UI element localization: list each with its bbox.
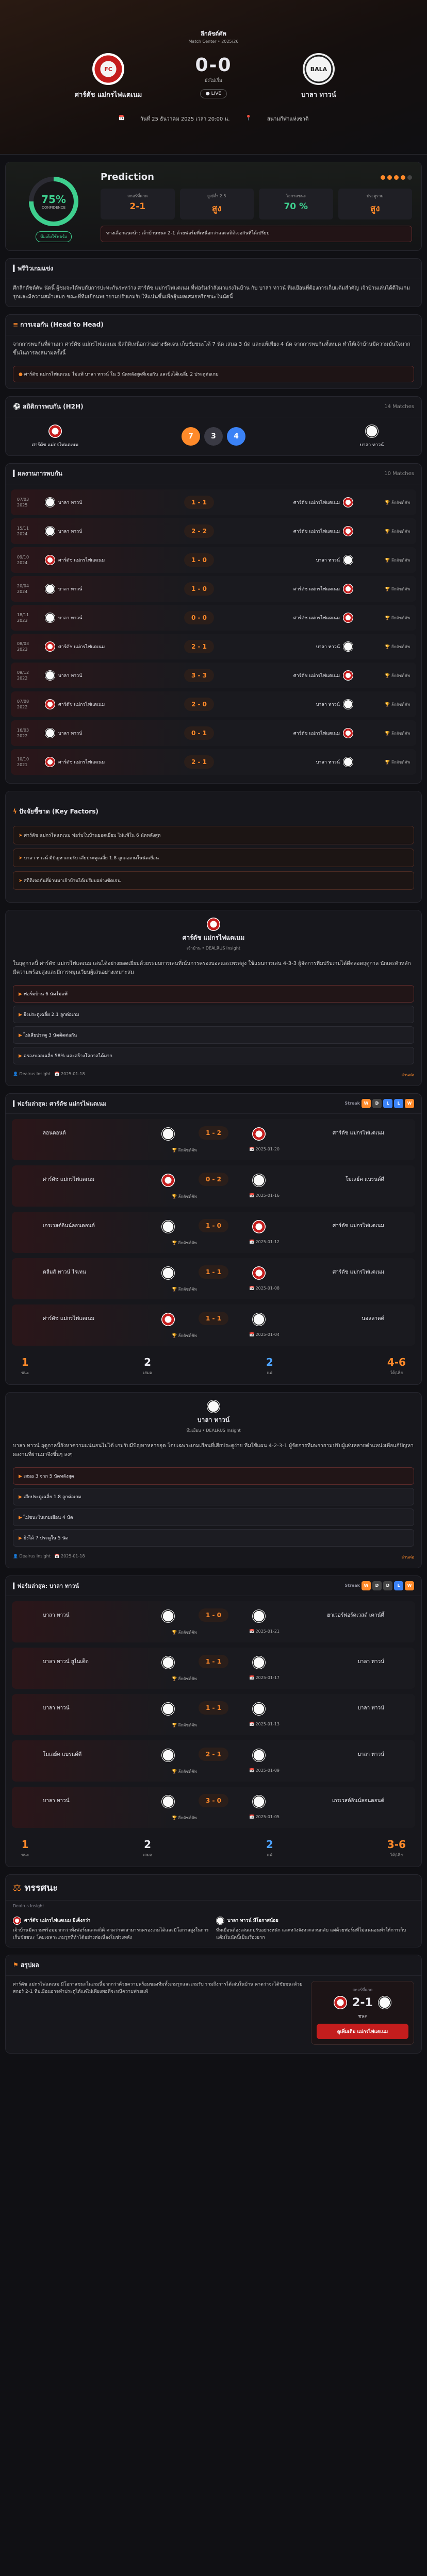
prediction-cell-value: สูง (211, 204, 222, 214)
prediction-cells (101, 189, 412, 219)
form-date: 📅 2025-01-04 (249, 1332, 280, 1337)
final-score: 2-1 (352, 1996, 373, 2009)
form-row[interactable] (12, 1787, 415, 1828)
final-card (5, 1955, 422, 2054)
table-row[interactable] (11, 749, 416, 775)
team-crest-icon (161, 1266, 175, 1280)
team-crest-icon (161, 1656, 175, 1669)
form-score: 1 - 0 (199, 1608, 228, 1622)
form-left-team: บาลา ทาวน์ ยูไนเต็ด (43, 1659, 89, 1665)
away-team: บาลา ทาวน์ (281, 757, 353, 767)
form-row[interactable] (12, 1212, 415, 1253)
team-crest-icon (161, 1702, 175, 1716)
away-team: ศาร์ดัช แม่กรไฟแตเนม (281, 728, 353, 738)
form-summary-item: 2 เสมอ (143, 1838, 152, 1857)
key-factor-item: ➤ สถิติเจอกันที่ผ่านมาเจ้าบ้านได้เปรียบอย่างชัดเจน (13, 871, 414, 890)
table-row[interactable] (11, 663, 416, 688)
table-row[interactable] (11, 691, 416, 717)
match-hero (0, 0, 427, 155)
team-crest-icon (343, 526, 353, 536)
team-crest-icon (45, 699, 55, 709)
prediction-cell-value: 2-1 (129, 201, 146, 212)
recent-card (5, 463, 422, 784)
prediction-card (5, 162, 422, 251)
verdict-title: ⚖ ทรรศนะ (13, 1883, 58, 1893)
confidence-value: 75% (41, 193, 66, 206)
preview-body: ศึกลีกดัชต์คัพ นัดนี้ ผู้ชมจะได้พบกับการปะทะกันระหว่าง ศาร์ดัช แม่กรไฟแตเนม ที่ฟอร์มกำลังมาแรงในบ้าน กับ บาลา ทาวน์ ทีมเยือนที่ต้องการเก็บแต้มสำคัญ เจ้าบ้านเล่นได้ดีในเกมรุกและมีความสม่ำเสมอ ขณะที่ทีมเยือนพยายามปรับเกมรับให้แน่นขึ้นเพื่อลุ้นผลเสมอหรือชนะในนัดนี้ (13, 285, 410, 300)
live-button[interactable]: ● LIVE (200, 89, 227, 98)
match-status: ยังไม่เริ่ม (205, 78, 222, 83)
team-crest-icon (161, 1749, 175, 1762)
home-team: ศาร์ดัช แม่กรไฟแตเนม (45, 641, 117, 652)
home-team: บาลา ทาวน์ (45, 670, 117, 681)
confidence-label: CONFIDENCE (41, 206, 66, 210)
verdict-home: ศาร์ดัช แม่กรไฟแตเนม มีเต็งกว่า เจ้าบ้านมีความพร้อมมากกว่าทั้งฟอร์มและสถิติ คาดว่าจะสามารถครองเกมได้และมีโอกาสสูงในการเก็บชัยชนะ โดยเฉพาะเกมรุกที่ทำได้อย่างต่อเนื่องในช่วงหลัง (13, 1917, 211, 1942)
league-label: 🏆 ลีกดัชต์คัพ (385, 731, 410, 736)
profile-item: ▶ ไม่เสียประตู 3 นัดติดต่อกัน (13, 1026, 414, 1044)
form-row[interactable] (12, 1740, 415, 1782)
home-profile-author: 👤 Dealrus Insight 📅 2025-01-18 (13, 1072, 85, 1076)
team-crest-icon (45, 613, 55, 623)
table-row[interactable] (11, 518, 416, 544)
home-profile-name: ศาร์ดัช แม่กรไฟแตเนม (182, 934, 245, 941)
form-summary-item: 2 แพ้ (266, 1838, 273, 1857)
match-score: 2 - 2 (117, 524, 281, 538)
form-right-team: บาลา ทาวน์ (357, 1752, 384, 1757)
team-crest-icon (252, 1795, 266, 1808)
table-row[interactable] (11, 489, 416, 515)
home-team: ศาร์ดัช แม่กรไฟแตเนม (45, 757, 117, 767)
prediction-cell-label: สกอร์ที่คาด (127, 194, 148, 198)
match-info (0, 115, 427, 123)
form-league: 🏆 ลีกดัชต์คัพ (172, 1287, 197, 1292)
team-crest-icon (45, 670, 55, 681)
match-venue: สนามกีฬาแห่งชาติ (267, 116, 309, 122)
prediction-cell (259, 189, 333, 219)
home-profile-more-link[interactable]: อ่านต่อ (401, 1073, 414, 1077)
away-form-title: ▍ฟอร์มล่าสุด: บาลา ทาวน์ (13, 1583, 79, 1589)
form-score: 1 - 1 (199, 1265, 228, 1279)
home-profile-tags: เจ้าบ้าน • DEALRUS Insight (186, 946, 241, 951)
form-right-team: ศาร์ดัช แม่กรไฟแตเนม (332, 1223, 384, 1229)
h2h-card (5, 396, 422, 456)
streak-badge: L (394, 1099, 403, 1108)
calendar-icon: 📅 (118, 115, 125, 121)
form-score: 2 - 1 (199, 1748, 228, 1761)
match-score: 3 - 3 (117, 669, 281, 682)
prediction-note: ทางเลือกแนะนำ: เจ้าบ้านชนะ 2-1 ด้วยฟอร์มที่เหนือกว่าและสถิติเจอกันที่ได้เปรียบ (101, 226, 412, 242)
table-row[interactable] (11, 720, 416, 746)
confidence-box (15, 172, 92, 242)
match-date: 08/03 2023 (17, 641, 29, 652)
home-team: บาลา ทาวน์ (45, 497, 117, 507)
form-left-team: บาลา ทาวน์ (43, 1798, 70, 1804)
form-date: 📅 2025-01-21 (249, 1629, 280, 1634)
match-score: 0 - 1 (117, 726, 281, 740)
league-label: 🏆 ลีกดัชต์คัพ (385, 673, 410, 678)
home-crest-icon: FC (92, 53, 124, 85)
league-label: 🏆 ลีกดัชต์คัพ (385, 500, 410, 505)
home-team: ศาร์ดัช แม่กรไฟแตเนม (45, 699, 117, 709)
table-row[interactable] (11, 605, 416, 631)
away-crest-icon (378, 1996, 391, 2009)
match-date: 09/12 2022 (17, 670, 29, 681)
league-label: 🏆 ลีกดัชต์คัพ (385, 557, 410, 563)
h2h-wins: 7 (182, 427, 200, 446)
away-team[interactable] (272, 53, 365, 100)
prediction-title: Prediction (101, 172, 154, 182)
confidence-ring (29, 177, 78, 226)
team-crest-icon (45, 757, 55, 767)
form-right-team: โมเลย์ค แบรนด์ดี (345, 1177, 384, 1182)
match-date: 18/11 2023 (17, 612, 29, 623)
final-box-label: สกอร์ที่คาด (352, 1987, 373, 1992)
key-factor-item: ➤ บาลา ทาวน์ มีปัญหาเกมรับ เสียประตูเฉลี่ย 1.8 ลูกต่อเกมในนัดเยือน (13, 849, 414, 867)
team-crest-icon (161, 1609, 175, 1623)
match-score: 1 - 0 (117, 582, 281, 596)
table-row[interactable] (11, 634, 416, 659)
arrow-icon: ➤ (19, 878, 23, 884)
match-score: 1 - 0 (117, 553, 281, 567)
h2h-away: บาลา ทาวน์ (336, 425, 408, 448)
team-crest-icon (252, 1174, 266, 1187)
form-row[interactable] (12, 1694, 415, 1735)
team-crest-icon (343, 613, 353, 623)
form-row[interactable] (12, 1648, 415, 1689)
h2h-losses: 4 (227, 427, 245, 446)
recent-title: ▍ผลงานการพบกัน (13, 470, 62, 477)
key-factor-item: ➤ ศาร์ดัช แม่กรไฟแตเนม ฟอร์มในบ้านยอดเยี่ยม ไม่แพ้ใน 6 นัดหลังสุด (13, 826, 414, 844)
final-pick: ชนะ (358, 2013, 367, 2019)
form-right-team: นอลลาดต์ (362, 1316, 384, 1321)
form-left-team: โมเลย์ค แบรนด์ดี (43, 1752, 82, 1757)
form-league: 🏆 ลีกดัชต์คัพ (172, 1816, 197, 1820)
pin-icon: 📍 (245, 115, 252, 121)
form-score: 1 - 1 (199, 1312, 228, 1325)
away-team: บาลา ทาวน์ (281, 555, 353, 565)
form-date: 📅 2025-01-13 (249, 1722, 280, 1726)
league-label: 🏆 ลีกดัชต์คัพ (385, 644, 410, 649)
away-team: ศาร์ดัช แม่กรไฟแตเนม (281, 613, 353, 623)
final-box (311, 1981, 414, 2045)
team-crest-icon (161, 1313, 175, 1326)
form-right-team: เกรเวสต์อินน์ลอนดอนต์ (332, 1798, 384, 1804)
home-form-title: ▍ฟอร์มล่าสุด: ศาร์ดัช แม่กรไฟแตเนม (13, 1100, 107, 1107)
h2h-badges (182, 427, 245, 446)
h2h-meta: 14 Matches (384, 404, 414, 410)
away-team: ศาร์ดัช แม่กรไฟแตเนม (281, 497, 353, 507)
streak-badge: D (383, 1581, 392, 1590)
h2h-text-title: ≡ การเจอกัน (Head to Head) (13, 321, 104, 328)
away-team: ศาร์ดัช แม่กรไฟแตเนม (281, 584, 353, 594)
team-crest-icon (252, 1313, 266, 1326)
match-score: 0-0 (195, 55, 232, 76)
verdict-away: บาลา ทาวน์ มีโอกาสน้อย ทีมเยือนต้องเล่นเกมรับอย่างหนัก และหวังจังหวะสวนกลับ แต่ด้วยฟอร์มที่ไม่แน่นอนทำให้การเก็บแต้มในนัดนี้เป็นเรื่องยาก (216, 1917, 414, 1942)
preview-card (5, 258, 422, 307)
form-date: 📅 2025-01-16 (249, 1193, 280, 1198)
league-label: 🏆 ลีกดัชต์คัพ (385, 615, 410, 620)
team-crest-icon (343, 555, 353, 565)
form-row[interactable] (12, 1165, 415, 1207)
match-score: 2 - 1 (117, 640, 281, 653)
home-team-name: ศาร์ดัช แม่กรไฟแตเนม (74, 91, 142, 99)
streak-badge: W (362, 1099, 371, 1108)
form-league: 🏆 ลีกดัชต์คัพ (172, 1194, 197, 1199)
profile-item: ▶ เสมอ 3 จาก 5 นัดหลังสุด (13, 1467, 414, 1485)
team-crest-icon (161, 1795, 175, 1808)
league-label: 🏆 ลีกดัชต์คัพ (385, 586, 410, 591)
match-score: 1 - 1 (117, 496, 281, 509)
away-crest-icon: BALA (303, 53, 335, 85)
team-crest-icon (45, 555, 55, 565)
form-summary-item: 2 แพ้ (266, 1356, 273, 1375)
team-crest-icon (343, 497, 353, 507)
home-crest-icon (207, 918, 220, 931)
form-left-team: ลอนดอนต์ (43, 1130, 66, 1136)
h2h-key-point: ● ศาร์ดัช แม่กรไฟแตเนม ไม่แพ้ บาลา ทาวน์ ใน 5 นัดหลังสุดที่เจอกัน และยิงได้เฉลี่ย 2 ประตูต่อเกม (13, 366, 414, 382)
team-crest-icon (343, 699, 353, 709)
arrow-icon: ➤ (19, 833, 23, 838)
home-team: บาลา ทาวน์ (45, 728, 117, 738)
form-date: 📅 2025-01-08 (249, 1286, 280, 1291)
league-subtitle: Match Center • 2025/26 (188, 39, 239, 44)
table-row[interactable] (11, 576, 416, 602)
away-team-name: บาลา ทาวน์ (301, 91, 336, 99)
form-date: 📅 2025-01-12 (249, 1240, 280, 1244)
profile-item: ▶ เสียประตูเฉลี่ย 1.8 ลูกต่อเกม (13, 1488, 414, 1505)
form-row[interactable] (12, 1119, 415, 1160)
league-label: 🏆 ลีกดัชต์คัพ (385, 702, 410, 707)
streak-badge: W (405, 1581, 414, 1590)
away-form-card (5, 1575, 422, 1867)
form-league: 🏆 ลีกดัชต์คัพ (172, 1333, 197, 1338)
form-right-team: ศาร์ดัช แม่กรไฟแตเนม (332, 1269, 384, 1275)
streak-badge: D (372, 1099, 382, 1108)
home-form-card (5, 1093, 422, 1385)
arrow-icon: ➤ (19, 856, 23, 861)
form-right-team: ฮาเวอร์ฟอร์ดเวสต์ เคาน์ตี้ (327, 1613, 384, 1618)
away-crest-icon (207, 1400, 220, 1413)
profile-item: ▶ ครองบอลเฉลี่ย 58% และสร้างโอกาสได้มาก (13, 1047, 414, 1064)
form-left-team: ศาร์ดัช แม่กรไฟแตเนม (43, 1316, 95, 1321)
form-date: 📅 2025-01-17 (249, 1675, 280, 1680)
form-summary-item: 2 เสมอ (143, 1356, 152, 1375)
team-crest-icon (343, 728, 353, 738)
profile-item: ▶ ยิงได้ 7 ประตูใน 5 นัด (13, 1529, 414, 1547)
league-label: 🏆 ลีกดัชต์คัพ (385, 529, 410, 534)
team-crest-icon (252, 1749, 266, 1762)
form-league: 🏆 ลีกดัชต์คัพ (172, 1769, 197, 1774)
prediction-cell-label: โอกาสชนะ (286, 194, 306, 198)
prediction-cell-label: สูง/ต่ำ 2.5 (207, 194, 226, 198)
away-profile-tags: ทีมเยือน • DEALRUS Insight (186, 1428, 241, 1433)
recent-meta: 10 Matches (384, 471, 414, 477)
match-score: 2 - 1 (117, 755, 281, 769)
form-score: 1 - 1 (199, 1701, 228, 1715)
team-crest-icon (161, 1174, 175, 1187)
form-row[interactable] (12, 1258, 415, 1299)
streak-badge: D (372, 1581, 382, 1590)
confidence-pill: ทีมเต็งใช้ฟอร์ม (36, 231, 72, 242)
final-title: ⚑ สรุปผล (13, 1961, 39, 1969)
team-crest-icon (252, 1609, 266, 1623)
match-score: 0 - 0 (117, 611, 281, 624)
streak-badge: L (394, 1581, 403, 1590)
home-team[interactable] (62, 53, 155, 100)
prediction-cell (101, 189, 175, 219)
key-factors-card (5, 791, 422, 903)
team-crest-icon (161, 1127, 175, 1141)
key-factors-title: ϟ ปัจจัยชี้ขาด (Key Factors) (13, 808, 98, 815)
away-team: บาลา ทาวน์ (281, 641, 353, 652)
home-profile-body: ในฤดูกาลนี้ ศาร์ดัช แม่กรไฟแตเนม เล่นได้อย่างยอดเยี่ยมด้วยระบบการเล่นที่เน้นการครองบอลและเพรสสูง ใช้แผนการเล่น 4-3-3 ผู้จัดการทีมปรับเกมได้ดีตลอดฤดูกาล นักเตะตัวหลักมีความพร้อมสูงและมีการหมุนเวียนผู้เล่นอย่างเหมาะสม (13, 961, 411, 975)
team-crest-icon (45, 728, 55, 738)
form-league: 🏆 ลีกดัชต์คัพ (172, 1676, 197, 1681)
form-summary-item: 3-6 ได้/เสีย (387, 1838, 406, 1857)
away-team: ศาร์ดัช แม่กรไฟแตเนม (281, 526, 353, 536)
verdict-author: Dealrus Insight (13, 1904, 44, 1908)
h2h-text-body: จากการพบกันที่ผ่านมา ศาร์ดัช แม่กรไฟแตเนม มีสถิติเหนือกว่าอย่างชัดเจน เก็บชัยชนะได้ 7 นัด เสมอ 3 นัด และแพ้เพียง 4 นัด จากการพบกันทั้งหมด ทำให้เจ้าบ้านมีความมั่นใจมากขึ้นในการลงสนามครั้งนี้ (13, 342, 410, 356)
form-league: 🏆 ลีกดัชต์คัพ (172, 1241, 197, 1245)
home-crest-icon (13, 1917, 21, 1925)
team-crest-icon (45, 641, 55, 652)
home-team: บาลา ทาวน์ (45, 526, 117, 536)
match-date: 07/08 2022 (17, 699, 29, 709)
team-crest-icon (45, 584, 55, 594)
preview-title: ▍พรีวิวเกมแข่ง (13, 265, 54, 272)
team-crest-icon (252, 1220, 266, 1233)
form-left-team: คลีมส์ ทาวน์ ไรเทน (43, 1269, 86, 1275)
form-right-team: บาลา ทาวน์ (357, 1659, 384, 1665)
form-score: 1 - 0 (199, 1219, 228, 1232)
prediction-cell (338, 189, 413, 219)
profile-item: ▶ ไม่ชนะในเกมเยือน 4 นัด (13, 1509, 414, 1526)
form-row[interactable] (12, 1304, 415, 1346)
form-date: 📅 2025-01-20 (249, 1147, 280, 1151)
teams-row (0, 44, 427, 100)
away-profile-name: บาลา ทาวน์ (197, 1416, 230, 1423)
form-score: 3 - 0 (199, 1794, 228, 1807)
streak-badge: L (383, 1099, 392, 1108)
form-league: 🏆 ลีกดัชต์คัพ (172, 1723, 197, 1727)
away-crest-icon (216, 1917, 224, 1925)
profile-item: ▶ ฟอร์มบ้าน 6 นัดไม่แพ้ (13, 985, 414, 1003)
match-date: 10/10 2021 (17, 756, 29, 767)
home-form-streak: Streak W D L L W (344, 1099, 414, 1108)
streak-badge: W (405, 1099, 414, 1108)
form-score: 1 - 2 (199, 1126, 228, 1140)
league-label: 🏆 ลีกดัชต์คัพ (385, 759, 410, 765)
form-row[interactable] (12, 1601, 415, 1642)
verdict-card (5, 1874, 422, 1947)
h2h-home: ศาร์ดัช แม่กรไฟแตเนม (19, 425, 91, 448)
away-profile-body: บาลา ทาวน์ ฤดูกาลนี้ยังหาความแน่นอนไม่ได้ เกมรับมีปัญหาหลายจุด โดยเฉพาะเกมเยือนที่เสียประตูง่าย ทีมใช้แผน 4-2-3-1 ผู้จัดการทีมพยายามปรับผู้เล่นหลายตำแหน่งเพื่อแก้ปัญหา ผลงานที่ผ่านมาจึงขึ้นๆ ลงๆ (13, 1443, 414, 1458)
form-summary-item: 1 ชนะ (21, 1356, 29, 1375)
form-score: 0 - 2 (199, 1173, 228, 1186)
match-score: 2 - 0 (117, 698, 281, 711)
team-crest-icon (252, 1656, 266, 1669)
home-crest-icon (48, 425, 62, 438)
form-right-team: บาลา ทาวน์ (357, 1705, 384, 1711)
prediction-cell-value: 70 % (284, 201, 308, 212)
form-league: 🏆 ลีกดัชต์คัพ (172, 1148, 197, 1153)
team-crest-icon (343, 670, 353, 681)
match-date: 09/10 2024 (17, 554, 29, 565)
match-date: 20/04 2024 (17, 583, 29, 594)
form-left-team: บาลา ทาวน์ (43, 1613, 70, 1618)
team-crest-icon (343, 757, 353, 767)
team-crest-icon (252, 1266, 266, 1280)
away-team: บาลา ทาวน์ (281, 699, 353, 709)
league-title: ลีกดัชต์คัพ (201, 30, 226, 37)
form-left-team: ศาร์ดัช แม่กรไฟแตเนม (43, 1177, 95, 1182)
home-team: บาลา ทาวน์ (45, 613, 117, 623)
team-crest-icon (252, 1702, 266, 1716)
streak-badge: W (362, 1581, 371, 1590)
h2h-text-card (5, 314, 422, 389)
home-crest-icon (334, 1996, 347, 2009)
team-crest-icon (161, 1220, 175, 1233)
form-league: 🏆 ลีกดัชต์คัพ (172, 1630, 197, 1635)
match-date: 16/03 2022 (17, 727, 29, 738)
form-summary-item: 1 ชนะ (21, 1838, 29, 1857)
form-right-team: ศาร์ดัช แม่กรไฟแตเนม (332, 1130, 384, 1136)
form-left-team: บาลา ทาวน์ (43, 1705, 70, 1711)
team-crest-icon (252, 1127, 266, 1141)
final-text: ศาร์ดัช แม่กรไฟแตเนม มีโอกาสชนะในเกมนี้มากกว่าด้วยความพร้อมของทีมทั้งเกมรุกและเกมรับ รวมถึงการได้เล่นในบ้าน คาดว่าจะได้ชัยชนะด้วยสกอร์ 2-1 ทีมเยือนอาจทำประตูได้แต่ไม่เพียงพอที่จะหนีความพ่ายแพ้ (13, 1981, 303, 1995)
team-crest-icon (343, 584, 353, 594)
away-profile-author: 👤 Dealrus Insight 📅 2025-01-18 (13, 1554, 85, 1558)
rating-dots (379, 172, 412, 182)
match-date: 15/11 2024 (17, 526, 29, 536)
form-score: 1 - 1 (199, 1655, 228, 1668)
prediction-cell-label: ประตูรวม (366, 194, 384, 198)
home-profile-card (5, 910, 422, 1086)
profile-item: ▶ ยิงประตูเฉลี่ย 2.1 ลูกต่อเกม (13, 1006, 414, 1023)
h2h-title: ⚽ สถิติการพบกัน (H2H) (13, 403, 84, 410)
away-form-streak: Streak W D D L W (344, 1581, 414, 1590)
prediction-cell (180, 189, 254, 219)
away-profile-more-link[interactable]: อ่านต่อ (401, 1555, 414, 1560)
team-crest-icon (343, 641, 353, 652)
form-left-team: เกรเวสต์อินน์ลอนดอนต์ (43, 1223, 95, 1229)
team-crest-icon (45, 526, 55, 536)
home-team: ศาร์ดัช แม่กรไฟแตเนม (45, 555, 117, 565)
match-date: วันที่ 25 ธันวาคม 2025 เวลา 20:00 น. (140, 116, 230, 122)
form-summary-item: 4-6 ได้/เสีย (387, 1356, 406, 1375)
form-date: 📅 2025-01-05 (249, 1815, 280, 1819)
away-profile-card (5, 1392, 422, 1568)
prediction-cell-value: สูง (370, 204, 380, 214)
match-date: 07/03 2025 (17, 497, 29, 507)
home-team: บาลา ทาวน์ (45, 584, 117, 594)
final-cta-button[interactable]: ดูเพิ่มเติม แม่กรไฟแตเนม (317, 2024, 408, 2039)
team-crest-icon (45, 497, 55, 507)
away-crest-icon (365, 425, 379, 438)
away-team: ศาร์ดัช แม่กรไฟแตเนม (281, 670, 353, 681)
score-block (195, 55, 232, 98)
h2h-draws: 3 (204, 427, 223, 446)
form-date: 📅 2025-01-09 (249, 1768, 280, 1773)
table-row[interactable] (11, 547, 416, 573)
